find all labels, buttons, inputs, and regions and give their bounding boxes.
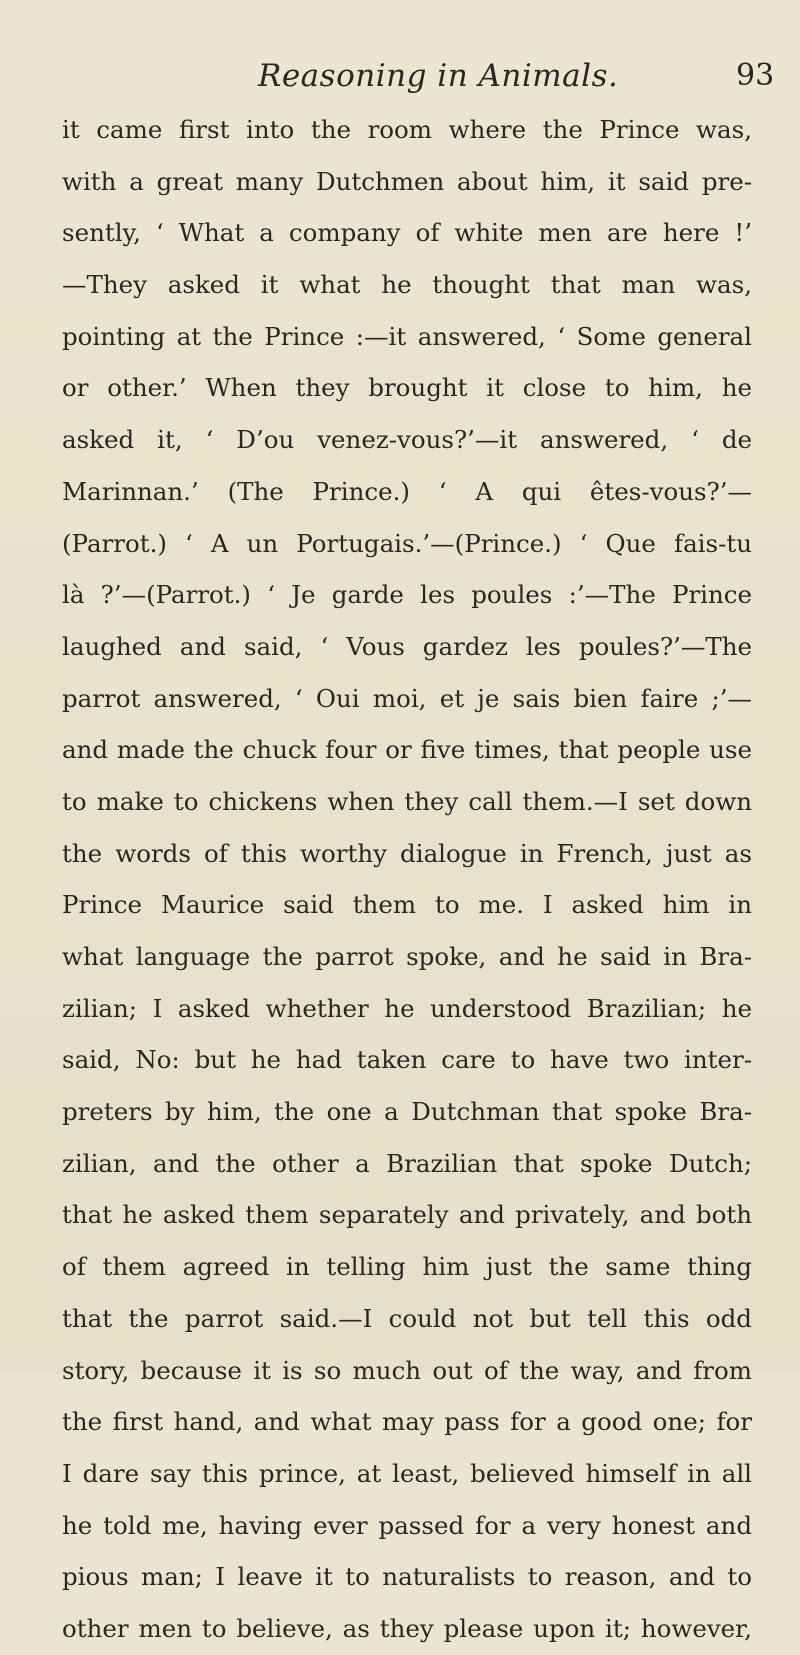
text-line: Marinnan.’ (The Prince.) ‘ A qui êtes-vous?’— [62,476,752,506]
text-line: of them agreed in telling him just the same thing [62,1252,752,1282]
text-line: (Parrot.) ‘ A un Portugais.’—(Prince.) ‘ Que fais-tu [62,528,752,558]
running-head [0,56,800,96]
text-line: that the parrot said.—I could not but tell this odd [62,1303,752,1333]
text-line: said, No: but he had taken care to have two inter- [62,1045,752,1075]
text-line: preters by him, the one a Dutchman that spoke Bra- [62,1097,752,1127]
text-line: or other.’ When they brought it close to him, he [62,373,752,403]
text-line: Prince Maurice said them to me. I asked him in [62,890,752,920]
text-line: —They asked it what he thought that man was, [62,270,752,300]
text-line: the words of this worthy dialogue in French, just as [62,838,752,868]
text-line: to make to chickens when they call them.—I set down [62,786,752,816]
text-line: I dare say this prince, at least, believed himself in all [62,1458,752,1488]
text-line: story, because it is so much out of the way, and from [62,1355,752,1385]
text-line: pious man; I leave it to naturalists to reason, and to [62,1562,752,1592]
text-line: laughed and said, ‘ Vous gardez les poules?’—The [62,631,752,661]
text-line: asked it, ‘ D’ou venez-vous?’—it answered, ‘ de [62,425,752,455]
text-line: it came first into the room where the Prince was, [62,115,752,144]
text-line: sently, ‘ What a company of white men are here !’ [62,218,752,248]
text-line: the first hand, and what may pass for a good one; for [62,1407,752,1437]
text-line: pointing at the Prince :—it answered, ‘ Some general [62,321,752,351]
text-line: other men to believe, as they please upon it; however, [62,1613,752,1643]
running-title: Reasoning in Animals. [258,58,619,94]
text-line: with a great many Dutchmen about him, it said pre- [62,166,752,196]
text-line: he told me, having ever passed for a very honest and [62,1510,752,1540]
text-line: and made the chuck four or five times, that people use [62,735,752,765]
text-line: what language the parrot spoke, and he said in Bra- [62,942,752,971]
text-line: là ?’—(Parrot.) ‘ Je garde les poules :’—The Prince [62,580,752,610]
text-line: that he asked them separately and privately, and both [62,1200,752,1230]
page-number: 93 [736,58,775,93]
text-line: zilian; I asked whether he understood Brazilian; he [62,993,752,1023]
text-line: zilian, and the other a Brazilian that spoke Dutch; [62,1148,752,1178]
body-text [62,104,752,1655]
text-line: parrot answered, ‘ Oui moi, et je sais bien faire ;’— [62,683,752,713]
